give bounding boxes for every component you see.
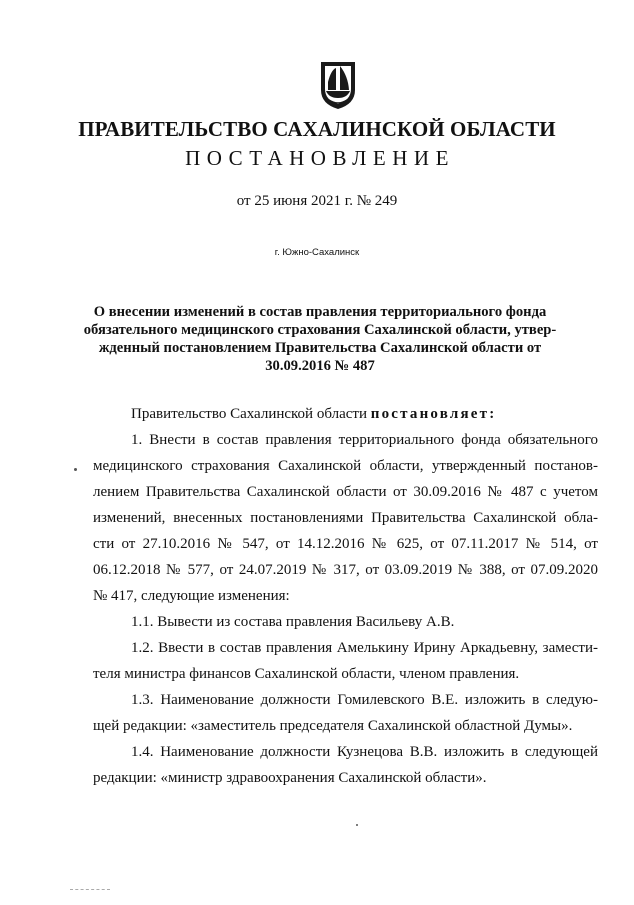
scan-artifact bbox=[70, 889, 110, 890]
paragraph-line: 1. Внести в состав правления территориального фонда обязательного bbox=[131, 432, 598, 448]
date-number: от 25 июня 2021 г. № 249 bbox=[236, 193, 398, 209]
paragraph-line: лением Правительства Сахалинской области от 30.09.2016 № 487 с учетом bbox=[93, 484, 598, 500]
paragraph-line: 1.1. Вывести из состава правления Васильеву А.В. bbox=[131, 614, 455, 630]
paragraph-line: сти от 27.10.2016 № 547, от 14.12.2016 № 625, от 07.11.2017 № 514, от bbox=[93, 536, 598, 552]
subject-line: жденный постановлением Правительства Сахалинской области от bbox=[98, 340, 542, 356]
paragraph-line: редакции: «министр здравоохранения Сахалинской области». bbox=[93, 770, 487, 786]
preamble-text: Правительство Сахалинской области bbox=[131, 406, 371, 422]
subject-line: О внесении изменений в состав правления территориального фонда bbox=[93, 304, 547, 320]
document-type: ПОСТАНОВЛЕНИЕ bbox=[185, 146, 455, 170]
paragraph-line: 06.12.2018 № 577, от 24.07.2019 № 317, от 03.09.2019 № 388, от 07.09.2020 bbox=[93, 562, 598, 578]
scan-speck bbox=[74, 468, 77, 471]
paragraph-line: 1.3. Наименование должности Гомилевского В.Е. изложить в следую- bbox=[131, 692, 598, 708]
city: г. Южно-Сахалинск bbox=[274, 247, 360, 258]
preamble bbox=[93, 401, 598, 427]
government-title: ПРАВИТЕЛЬСТВО САХАЛИНСКОЙ ОБЛАСТИ bbox=[78, 117, 556, 141]
document-body bbox=[93, 401, 598, 791]
coat-of-arms-icon bbox=[319, 60, 357, 110]
scan-speck bbox=[356, 824, 358, 826]
paragraph-line: теля министра финансов Сахалинской области, членом правления. bbox=[93, 666, 520, 682]
paragraph-line: 1.4. Наименование должности Кузнецова В.В. изложить в следующей bbox=[131, 744, 598, 760]
subject-line: 30.09.2016 № 487 bbox=[265, 358, 375, 374]
document-subject bbox=[70, 303, 570, 375]
paragraph-line: 1.2. Ввести в состав правления Амелькину Ирину Аркадьевну, замести- bbox=[131, 640, 598, 656]
paragraph-line: медицинского страхования Сахалинской области, утвержденный постанов- bbox=[93, 458, 598, 474]
preamble-verb: постановляет: bbox=[370, 406, 497, 422]
paragraph-line: изменений, внесенных постановлениями Правительства Сахалинской обла- bbox=[93, 510, 598, 526]
paragraph-line: щей редакции: «заместитель председателя Сахалинской областной Думы». bbox=[93, 718, 573, 734]
subject-line: обязательного медицинского страхования Сахалинской области, утвер- bbox=[83, 322, 557, 338]
paragraph-line: № 417, следующие изменения: bbox=[93, 588, 290, 604]
